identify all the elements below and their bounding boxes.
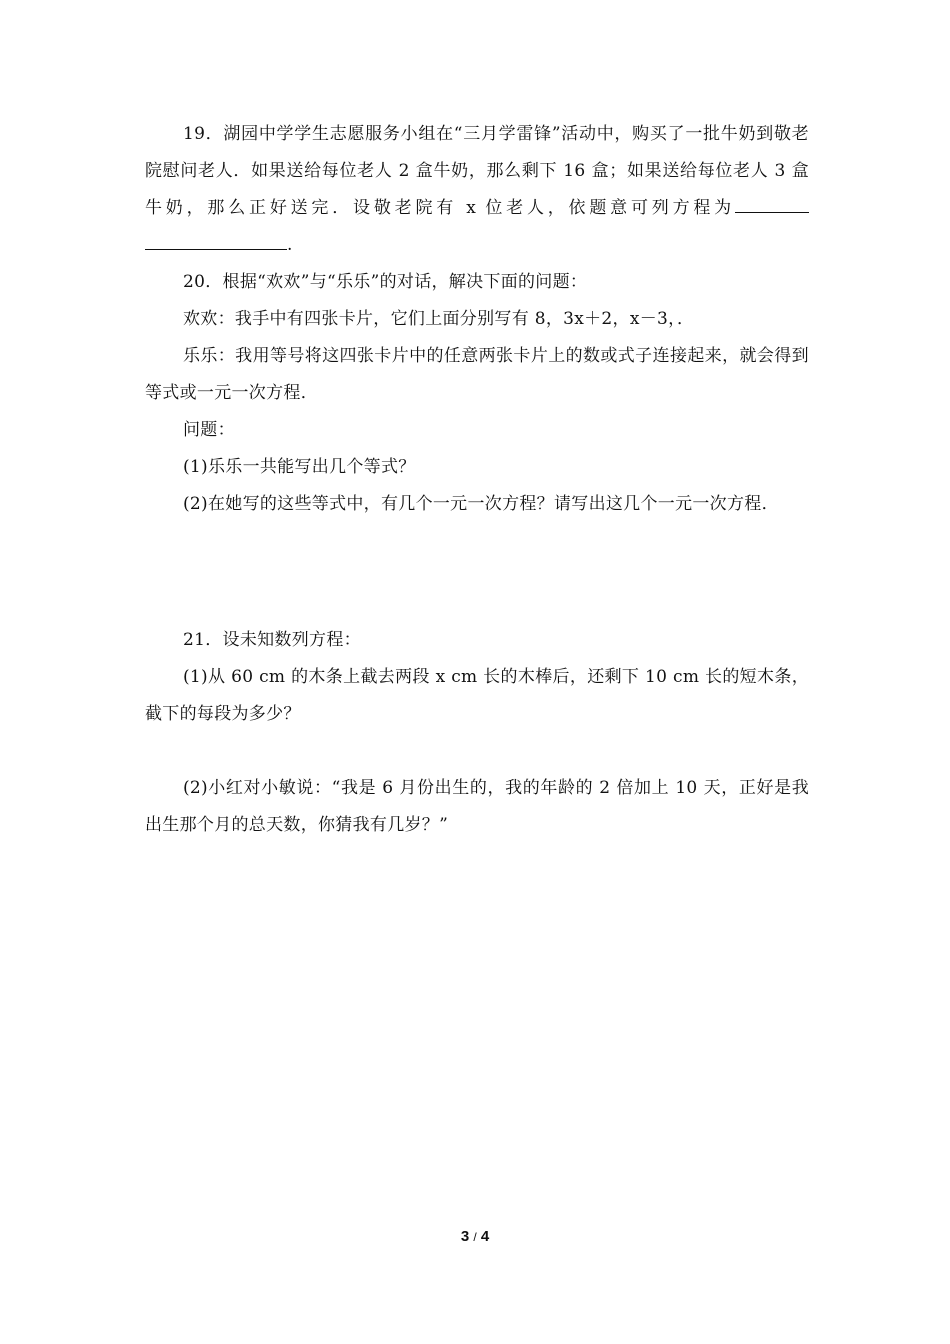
question-21-part-2: (2)小红对小敏说：“我是 6 月份出生的，我的年龄的 2 倍加上 10 天，正好是我出生那个月的总天数，你猜我有几岁？” — [145, 778, 809, 835]
page-number — [0, 1228, 950, 1245]
answer-blank-continued[interactable] — [145, 231, 287, 250]
question-20-huanhuan: 欢欢：我手中有四张卡片，它们上面分别写有 8，3x＋2，x－3，． — [183, 309, 695, 329]
question-20-intro: 20．根据“欢欢”与“乐乐”的对话，解决下面的问题： — [183, 272, 588, 292]
answer-blank[interactable] — [735, 194, 809, 213]
question-20-part-1: (1)乐乐一共能写出几个等式？ — [183, 457, 416, 477]
answer-space — [145, 523, 809, 622]
page-separator: / — [473, 1230, 477, 1244]
question-20-lele: 乐乐：我用等号将这四张卡片中的任意两张卡片上的数或式子连接起来，就会得到等式或一元一次方程． — [145, 346, 809, 403]
current-page: 3 — [460, 1228, 470, 1245]
answer-space — [145, 733, 809, 770]
document-body — [145, 116, 809, 844]
question-21-intro: 21．设未知数列方程： — [183, 630, 361, 650]
question-19-end: . — [287, 235, 293, 255]
question-19-text: 19．湖园中学学生志愿服务小组在“三月学雷锋”活动中，购买了一批牛奶到敬老院慰问老人．如果送给每位老人 2 盒牛奶，那么剩下 16 盒；如果送给每位老人 3 盒牛奶，那么正好送完．设敬老院有 x 位老人，依题意可列方程为 — [145, 124, 809, 218]
question-20-part-2: (2)在她写的这些等式中，有几个一元一次方程？请写出这几个一元一次方程． — [183, 494, 779, 514]
total-pages: 4 — [480, 1228, 490, 1245]
question-21-part-1: (1)从 60 cm 的木条上截去两段 x cm 长的木棒后，还剩下 10 cm 长的短木条，截下的每段为多少？ — [145, 667, 809, 724]
question-19 — [145, 116, 809, 264]
question-20-label: 问题： — [183, 420, 235, 440]
